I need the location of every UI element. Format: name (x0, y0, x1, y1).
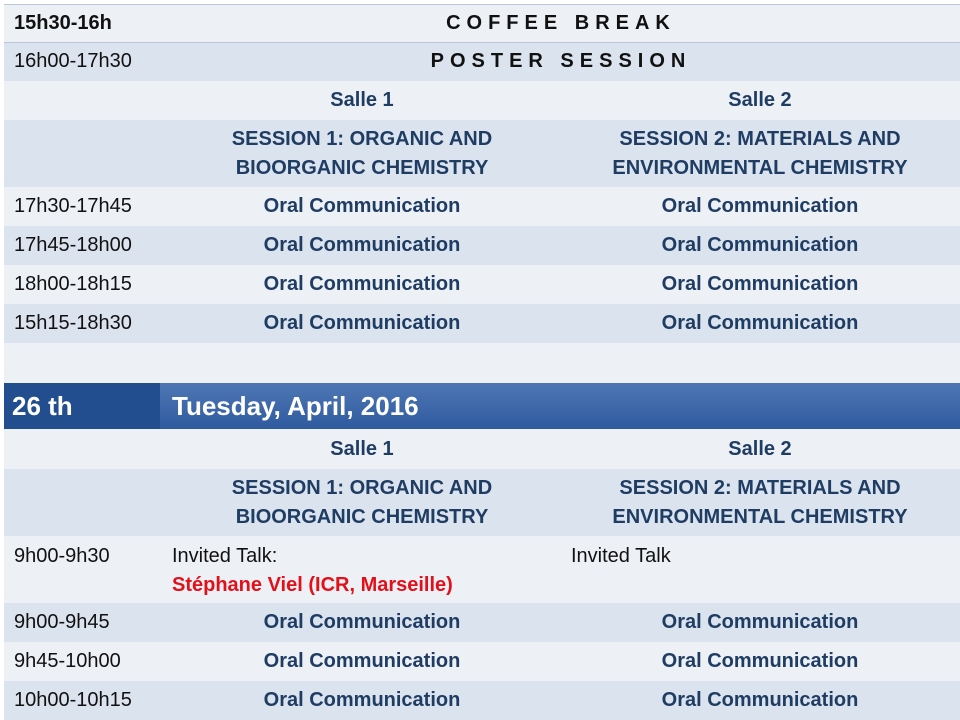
poster-session-row (4, 42, 960, 81)
table-row (4, 304, 960, 343)
rooms-row (4, 81, 960, 120)
slot-room-2: Oral Communication (661, 312, 859, 334)
invited-speaker: Stéphane Viel (ICR, Marseille) (172, 574, 453, 596)
poster-time: 16h00-17h30 (14, 50, 132, 72)
session-1-line-2: BIOORGANIC CHEMISTRY (235, 505, 489, 528)
slot-room-1: Oral Communication (263, 195, 461, 217)
slot-room-2: Oral Communication (661, 611, 859, 633)
sessions-row (4, 120, 960, 187)
slot-room-2: Oral Communication (661, 195, 859, 217)
room-2-label: Salle 2 (728, 437, 792, 460)
session-2-line-2: ENVIRONMENTAL CHEMISTRY (612, 156, 908, 179)
spacer-row (4, 343, 960, 383)
coffee-break-label: COFFEE BREAK (446, 11, 676, 34)
slot-time: 9h00-9h45 (14, 611, 110, 633)
session-2-title (560, 469, 960, 536)
slot-room-1: Oral Communication (263, 312, 461, 334)
slot-room-2: Oral Communication (661, 650, 859, 672)
session-1-line-2: BIOORGANIC CHEMISTRY (235, 156, 489, 179)
session-1-title (162, 469, 562, 536)
slot-room-1: Oral Communication (263, 273, 461, 295)
session-2-line-2: ENVIRONMENTAL CHEMISTRY (612, 505, 908, 528)
slot-time: 10h00-10h15 (14, 689, 132, 711)
session-1-line-1: SESSION 1: ORGANIC AND (231, 127, 493, 150)
divider (4, 4, 960, 5)
slot-room-1: Oral Communication (263, 611, 461, 633)
session-1-line-1: SESSION 1: ORGANIC AND (231, 476, 493, 499)
rooms-row (4, 429, 960, 469)
coffee-time: 15h30-16h (14, 11, 112, 34)
invited-talk-row (4, 536, 960, 603)
room-1-label: Salle 1 (330, 437, 394, 460)
session-2-line-1: SESSION 2: MATERIALS AND (619, 476, 901, 499)
slot-time: 17h30-17h45 (14, 195, 132, 217)
poster-session-label: POSTER SESSION (430, 50, 692, 72)
sessions-row (4, 469, 960, 536)
invited-time: 9h00-9h30 (14, 545, 110, 567)
session-2-title (560, 120, 960, 187)
day-number: 26 th (4, 383, 160, 429)
session-2-line-1: SESSION 2: MATERIALS AND (619, 127, 901, 150)
slot-room-1: Oral Communication (263, 650, 461, 672)
slot-room-2: Oral Communication (661, 234, 859, 256)
slot-room-2: Oral Communication (661, 689, 859, 711)
room-1-label: Salle 1 (330, 89, 394, 111)
table-row (4, 187, 960, 226)
table-row (4, 226, 960, 265)
session-1-title (162, 120, 562, 187)
coffee-break-row (4, 4, 960, 42)
slot-time: 18h00-18h15 (14, 273, 132, 295)
table-row (4, 603, 960, 642)
table-row (4, 681, 960, 720)
slot-room-1: Oral Communication (263, 234, 461, 256)
day-header (4, 383, 960, 429)
table-row (4, 642, 960, 681)
slot-time: 17h45-18h00 (14, 234, 132, 256)
table-row (4, 265, 960, 304)
invited-talk-room-2: Invited Talk (571, 545, 671, 567)
slot-time: 9h45-10h00 (14, 650, 121, 672)
divider (4, 42, 960, 43)
slot-room-1: Oral Communication (263, 689, 461, 711)
day-title: Tuesday, April, 2016 (172, 390, 419, 421)
invited-talk-room-1 (172, 542, 453, 600)
room-2-label: Salle 2 (728, 89, 792, 111)
invited-talk-label: Invited Talk: (172, 545, 278, 567)
slot-time: 15h15-18h30 (14, 312, 132, 334)
slot-room-2: Oral Communication (661, 273, 859, 295)
